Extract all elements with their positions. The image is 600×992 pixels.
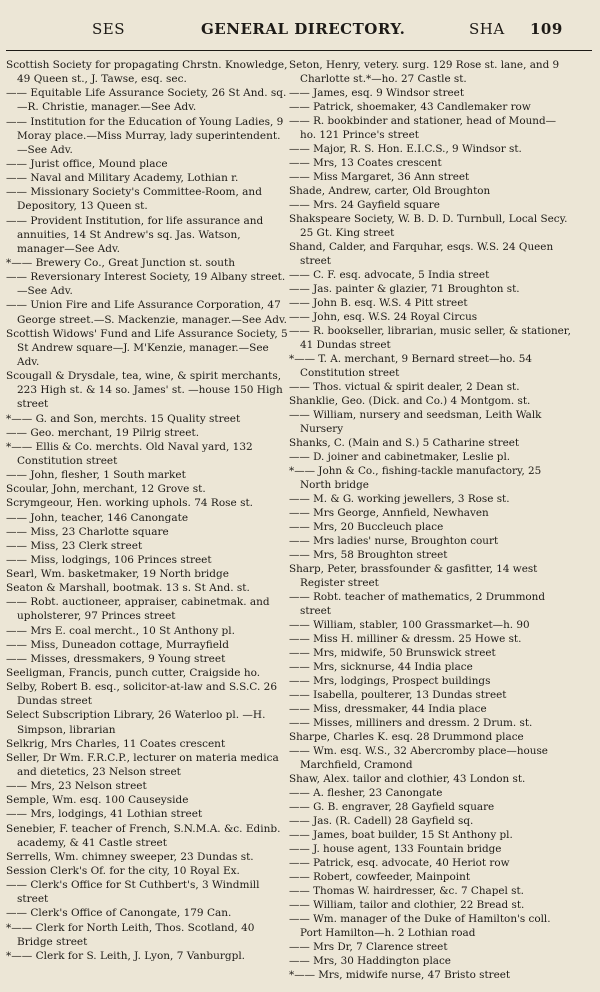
- directory-entry: Sharpe, Charles K. esq. 28 Drummond place: [289, 731, 524, 743]
- directory-entry: —— Missionary Society's Committee-Room, and Depository, 13 Queen st.: [6, 186, 262, 213]
- directory-entry: —— John, esq. W.S. 24 Royal Circus: [289, 311, 478, 323]
- directory-entry: Semple, Wm. esq. 100 Causeyside: [6, 794, 189, 807]
- directory-entry: —— Clerk's Office for St Cuthbert's, 3 Windmill street: [6, 879, 260, 906]
- directory-entry: —— Patrick, shoemaker, 43 Candlemaker row: [289, 101, 531, 113]
- left-catchword: SES: [92, 20, 126, 38]
- directory-entry: —— Robert, cowfeeder, Mainpoint: [289, 871, 471, 883]
- directory-entry: —— Mrs, lodgings, 41 Lothian street: [6, 808, 203, 821]
- directory-entry: —— Clerk's Office of Canongate, 179 Can.: [6, 907, 232, 920]
- directory-entry: —— Mrs, 23 Nelson street: [6, 780, 147, 793]
- directory-entry: —— Major, R. S. Hon. E.I.C.S., 9 Windsor st.: [289, 143, 522, 155]
- directory-entry: —— Thos. victual & spirit dealer, 2 Dean st.: [289, 381, 520, 393]
- directory-entry: —— Thomas W. hairdresser, &c. 7 Chapel st.: [289, 885, 524, 897]
- directory-entry: —— James, esq. 9 Windsor street: [289, 87, 465, 99]
- directory-entry: —— Robt. auctioneer, appraiser, cabinetmak. and upholsterer, 97 Princes street: [6, 596, 270, 623]
- directory-entry: —— Jurist office, Mound place: [6, 157, 168, 170]
- directory-entry: —— Miss Margaret, 36 Ann street: [289, 171, 470, 183]
- directory-entry: —— Mrs, lodgings, Prospect buildings: [289, 675, 491, 687]
- directory-entry: *—— G. and Son, merchts. 15 Quality street: [6, 412, 241, 425]
- directory-entry: —— Jas. painter & glazier, 71 Broughton st.: [289, 283, 520, 295]
- directory-entry: Select Subscription Library, 26 Waterloo pl. —H. Simpson, librarian: [6, 709, 266, 736]
- directory-entry: —— M. & G. working jewellers, 3 Rose st.: [289, 493, 510, 505]
- directory-entry: Seton, Henry, vetery. surg. 129 Rose st. lane, and 9 Charlotte st.*—ho. 27 Castle st.: [289, 59, 560, 85]
- directory-entry: Serrells, Wm. chimney sweeper, 23 Dundas st.: [6, 850, 254, 863]
- directory-entry: —— Mrs, sicknurse, 44 India place: [289, 661, 473, 673]
- directory-entry: —— Mrs George, Annfield, Newhaven: [289, 507, 489, 519]
- directory-entry: Seaton & Marshall, bootmak. 13 s. St And. st.: [6, 582, 250, 595]
- directory-entry: —— Misses, milliners and dressm. 2 Drum. st.: [289, 717, 533, 729]
- directory-entry: —— John, flesher, 1 South market: [6, 469, 186, 482]
- directory-entry: —— Mrs, 13 Coates crescent: [289, 157, 442, 169]
- directory-entry: Scrymgeour, Hen. working uphols. 74 Rose st.: [6, 497, 254, 510]
- directory-entry: Shade, Andrew, carter, Old Broughton: [289, 185, 491, 197]
- directory-entry: —— Miss, 23 Charlotte square: [6, 525, 169, 538]
- directory-entry: Seeligman, Francis, punch cutter, Craigside ho.: [6, 667, 261, 680]
- directory-entry: —— Miss H. milliner & dressm. 25 Howe st.: [289, 633, 522, 645]
- directory-entry: —— Naval and Military Academy, Lothian r.: [6, 172, 239, 185]
- directory-entry: —— Geo. merchant, 19 Pilrig street.: [6, 426, 200, 439]
- directory-entry: —— R. bookseller, librarian, music seller, & stationer, 41 Dundas street: [289, 325, 571, 351]
- directory-entry: —— Reversionary Interest Society, 19 Albany street.—See Adv.: [6, 271, 286, 298]
- directory-entry: —— Misses, dressmakers, 9 Young street: [6, 652, 226, 665]
- right-catchword: SHA: [469, 20, 505, 38]
- directory-entry: Sharp, Peter, brassfounder & gasfitter, 14 west Register street: [289, 563, 538, 589]
- directory-entry: *—— T. A. merchant, 9 Bernard street—ho. 54 Constitution street: [289, 353, 532, 379]
- directory-entry: —— Isabella, poulterer, 13 Dundas street: [289, 689, 507, 701]
- directory-entry: *—— Ellis & Co. merchts. Old Naval yard, 132 Constitution street: [6, 440, 253, 467]
- directory-entry: Shaw, Alex. tailor and clothier, 43 London st.: [289, 773, 526, 785]
- directory-entry: Shanklie, Geo. (Dick. and Co.) 4 Montgom. st.: [289, 395, 531, 407]
- directory-entry: *—— John & Co., fishing-tackle manufactory, 25 North bridge: [289, 465, 542, 491]
- directory-entry: —— J. house agent, 133 Fountain bridge: [289, 843, 502, 855]
- directory-entry: Searl, Wm. basketmaker, 19 North bridge: [6, 568, 229, 581]
- directory-entry: —— Miss, lodgings, 106 Princes street: [6, 553, 212, 566]
- directory-entry: —— John B. esq. W.S. 4 Pitt street: [289, 297, 468, 309]
- directory-entry: *—— Mrs, midwife nurse, 47 Bristo street: [289, 969, 511, 981]
- directory-entry: —— Miss, dressmaker, 44 India place: [289, 703, 487, 715]
- directory-entry: —— Patrick, esq. advocate, 40 Heriot row: [289, 857, 510, 869]
- right-column: [289, 58, 572, 984]
- directory-entry: —— Provident Institution, for life assurance and annuities, 14 St Andrew's sq. Jas. Watson, manager—See Adv.: [6, 214, 264, 255]
- directory-entry: —— Wm. esq. W.S., 32 Abercromby place—house Marchfield, Cramond: [289, 745, 548, 771]
- directory-entry: —— Mrs, midwife, 50 Brunswick street: [289, 647, 496, 659]
- page-title: GENERAL DIRECTORY.: [201, 20, 406, 38]
- directory-entry: *—— Clerk for North Leith, Thos. Scotland, 40 Bridge street: [6, 921, 255, 948]
- directory-entry: Shand, Calder, and Farquhar, esqs. W.S. 24 Queen street: [289, 241, 554, 267]
- page-number: 109: [530, 20, 563, 38]
- directory-entry: Session Clerk's Of. for the city, 10 Royal Ex.: [6, 865, 240, 878]
- directory-entry: —— James, boat builder, 15 St Anthony pl.: [289, 829, 513, 841]
- directory-entry: —— R. bookbinder and stationer, head of Mound—ho. 121 Prince's street: [289, 115, 556, 141]
- directory-entry: —— Mrs E. coal mercht., 10 St Anthony pl.: [6, 624, 235, 637]
- directory-entry: —— D. joiner and cabinetmaker, Leslie pl.: [289, 451, 511, 463]
- directory-entry: —— C. F. esq. advocate, 5 India street: [289, 269, 490, 281]
- directory-entry: Scougall & Drysdale, tea, wine, & spirit merchants, 223 High st. & 14 so. James' st. —house 150 High street: [6, 370, 283, 411]
- directory-entry: Selby, Robert B. esq., solicitor-at-law and S.S.C. 26 Dundas street: [6, 681, 278, 708]
- directory-entry: Seller, Dr Wm. F.R.C.P., lecturer on materia medica and dietetics, 23 Nelson street: [6, 751, 279, 779]
- directory-entry: —— Mrs, 58 Broughton street: [289, 549, 448, 561]
- directory-entry: —— A. flesher, 23 Canongate: [289, 787, 443, 799]
- directory-entry: Scottish Widows' Fund and Life Assurance Society, 5 St Andrew square—J. M'Kenzie, manager.—See Adv.: [6, 327, 288, 368]
- directory-entry: —— John, teacher, 146 Canongate: [6, 511, 189, 524]
- directory-entry: —— William, nursery and seedsman, Leith Walk Nursery: [289, 409, 542, 435]
- directory-entry: —— Robt. teacher of mathematics, 2 Drummond street: [289, 591, 546, 617]
- directory-entry: —— William, tailor and clothier, 22 Bread st.: [289, 899, 525, 911]
- directory-entry: —— Miss, 23 Clerk street: [6, 539, 143, 552]
- directory-entry: Senebier, F. teacher of French, S.N.M.A. &c. Edinb. academy, & 41 Castle street: [6, 822, 281, 849]
- directory-entry: —— Mrs, 20 Buccleuch place: [289, 521, 444, 533]
- directory-entry: —— Mrs ladies' nurse, Broughton court: [289, 535, 499, 547]
- directory-entry: —— Miss, Duneadon cottage, Murrayfield: [6, 638, 230, 651]
- directory-entry: Selkrig, Mrs Charles, 11 Coates crescent: [6, 737, 226, 750]
- directory-entry: —— Union Fire and Life Assurance Corporation, 47 George street.—S. Mackenzie, manager.—See Adv.: [6, 299, 287, 326]
- directory-entry: Scoular, John, merchant, 12 Grove st.: [6, 483, 206, 496]
- directory-entry: Scottish Society for propagating Chrstn. Knowledge, 49 Queen st., J. Tawse, esq. sec.: [6, 59, 288, 86]
- directory-entry: Shanks, C. (Main and S.) 5 Catharine street: [289, 437, 520, 449]
- header-rule: [6, 50, 592, 51]
- left-column: [6, 58, 289, 984]
- directory-entry: —— Equitable Life Assurance Society, 26 St And. sq.—R. Christie, manager.—See Adv.: [6, 87, 287, 114]
- directory-entry: —— William, stabler, 100 Grassmarket—h. 90: [289, 619, 530, 631]
- directory-entry: —— Jas. (R. Cadell) 28 Gayfield sq.: [289, 815, 474, 827]
- directory-entry: —— G. B. engraver, 28 Gayfield square: [289, 801, 495, 813]
- directory-entry: —— Mrs. 24 Gayfield square: [289, 199, 440, 211]
- directory-entry: *—— Clerk for S. Leith, J. Lyon, 7 Vanburgpl.: [6, 949, 246, 962]
- directory-entry: —— Mrs Dr, 7 Clarence street: [289, 941, 448, 953]
- directory-entry: —— Wm. manager of the Duke of Hamilton's coll. Port Hamilton—h. 2 Lothian road: [289, 913, 551, 939]
- directory-entry: Shakspeare Society, W. B. D. D. Turnbull, Local Secy. 25 Gt. King street: [289, 213, 568, 239]
- directory-entry: *—— Brewery Co., Great Junction st. south: [6, 256, 236, 269]
- page-header: [0, 20, 600, 46]
- directory-entry: —— Institution for the Education of Young Ladies, 9 Moray place.—Miss Murray, lady superintendent.—See Adv.: [6, 115, 284, 156]
- directory-entry: —— Mrs, 30 Haddington place: [289, 955, 451, 967]
